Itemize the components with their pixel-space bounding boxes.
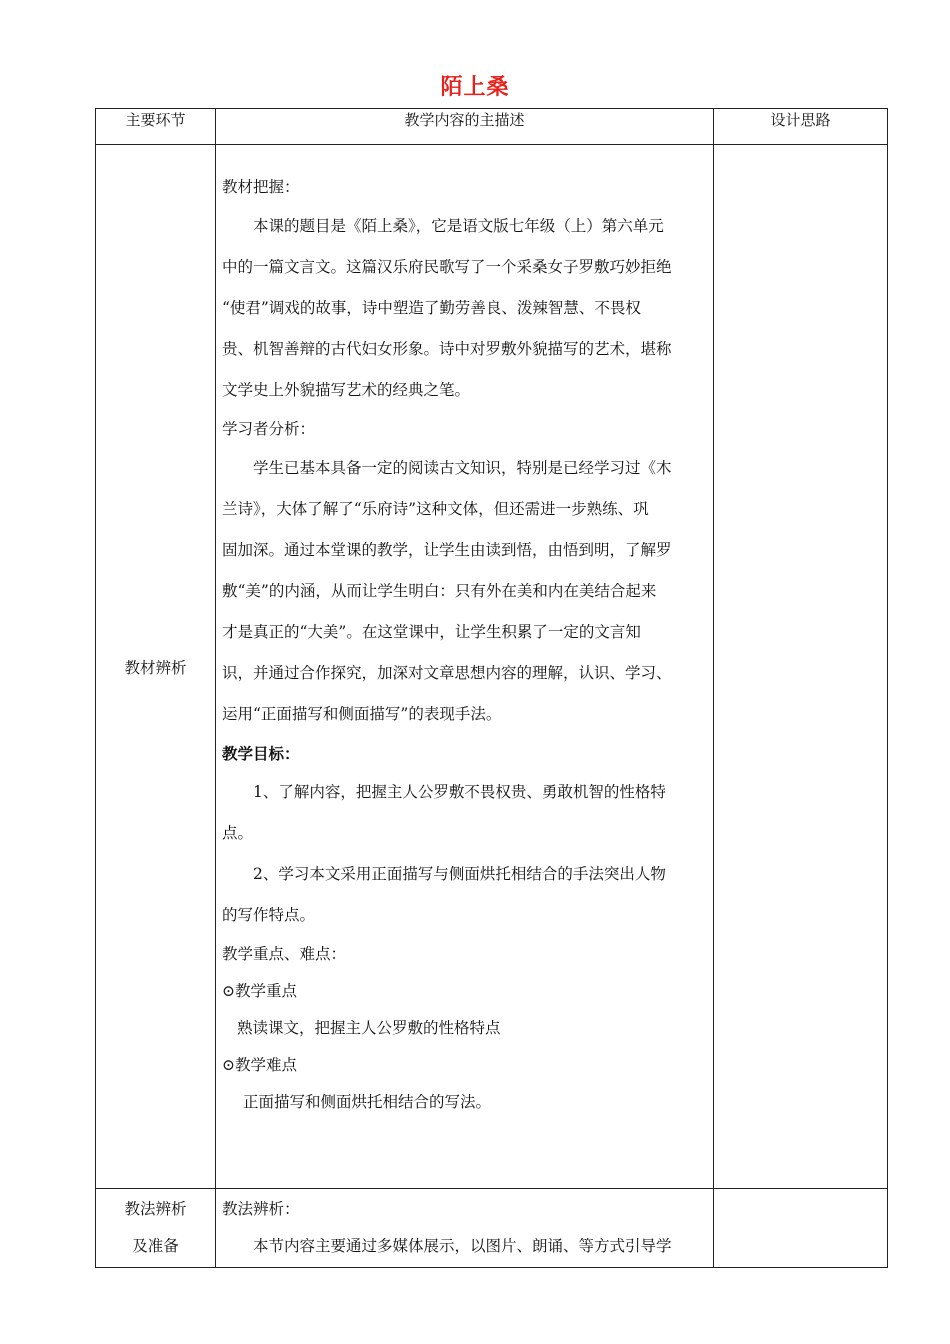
content-cell-method-analysis <box>216 1189 714 1268</box>
paragraph-line: 运用“正面描写和侧面描写”的表现手法。 <box>222 705 502 723</box>
table-header-row <box>96 109 888 145</box>
goal-line: 点。 <box>222 824 254 842</box>
goal-line: 的写作特点。 <box>222 906 316 924</box>
paragraph-line: 兰诗》，大体了解了“乐府诗”这种文体，但还需进一步熟练、巩 <box>222 500 649 518</box>
heading-textbook-grasp: 教材把握： <box>222 178 300 196</box>
paragraph-line: 本课的题目是《陌上桑》，它是语文版七年级（上）第六单元 <box>253 217 664 235</box>
header-design-idea: 设计思路 <box>714 109 888 145</box>
key-point-label: ⊙教学重点 <box>222 982 297 1000</box>
lesson-plan-table <box>95 108 888 1268</box>
difficult-point-text: 正面描写和侧面烘托相结合的写法。 <box>243 1093 492 1111</box>
header-main-stage: 主要环节 <box>96 109 216 145</box>
content-cell-textbook-analysis <box>216 145 714 1189</box>
table-row-textbook-analysis <box>96 145 888 1189</box>
paragraph-line: 文学史上外貌描写艺术的经典之笔。 <box>222 381 471 399</box>
design-idea-cell <box>714 145 888 1189</box>
heading-method-analysis: 教法辨析： <box>222 1200 300 1218</box>
heading-learner-analysis: 学习者分析： <box>222 420 316 438</box>
difficult-point-label: ⊙教学难点 <box>222 1056 297 1074</box>
paragraph-line: 才是真正的“大美”。在这堂课中，让学生积累了一定的文言知 <box>222 623 641 641</box>
heading-key-difficult-points: 教学重点、难点： <box>222 945 347 963</box>
header-content-description: 教学内容的主描述 <box>216 109 714 145</box>
document-title: 陌上桑 <box>440 75 510 100</box>
paragraph-line: 敷“美”的内涵，从而让学生明白：只有外在美和内在美结合起来 <box>222 582 657 600</box>
paragraph-line: 识，并通过合作探究，加深对文章思想内容的理解，认识、学习、 <box>222 664 672 682</box>
stage-label-method-analysis <box>96 1189 216 1268</box>
goal-line: 1、了解内容，把握主人公罗敷不畏权贵、勇敢机智的性格特 <box>253 783 666 801</box>
paragraph-line: 学生已基本具备一定的阅读古文知识，特别是已经学习过《木 <box>253 459 672 477</box>
goal-line: 2、学习本文采用正面描写与侧面烘托相结合的手法突出人物 <box>253 865 666 883</box>
heading-teaching-goals: 教学目标： <box>222 744 300 763</box>
paragraph-line: 本节内容主要通过多媒体展示，以图片、朗诵、等方式引导学 <box>253 1237 672 1255</box>
stage-label-line: 及准备 <box>132 1237 179 1255</box>
design-idea-cell <box>714 1189 888 1268</box>
paragraph-line: 贵、机智善辩的古代妇女形象。诗中对罗敷外貌描写的艺术，堪称 <box>222 340 672 358</box>
table-row-method-analysis <box>96 1189 888 1268</box>
stage-label-textbook-analysis: 教材辨析 <box>96 145 216 1189</box>
paragraph-line: 固加深。通过本堂课的教学，让学生由读到悟，由悟到明，了解罗 <box>222 541 672 559</box>
key-point-text: 熟读课文，把握主人公罗敷的性格特点 <box>237 1019 501 1037</box>
paragraph-line: 中的一篇文言文。这篇汉乐府民歌写了一个采桑女子罗敷巧妙拒绝 <box>222 258 672 276</box>
stage-label-line: 教法辨析 <box>124 1200 187 1218</box>
paragraph-line: “使君”调戏的故事，诗中塑造了勤劳善良、泼辣智慧、不畏权 <box>222 299 641 317</box>
